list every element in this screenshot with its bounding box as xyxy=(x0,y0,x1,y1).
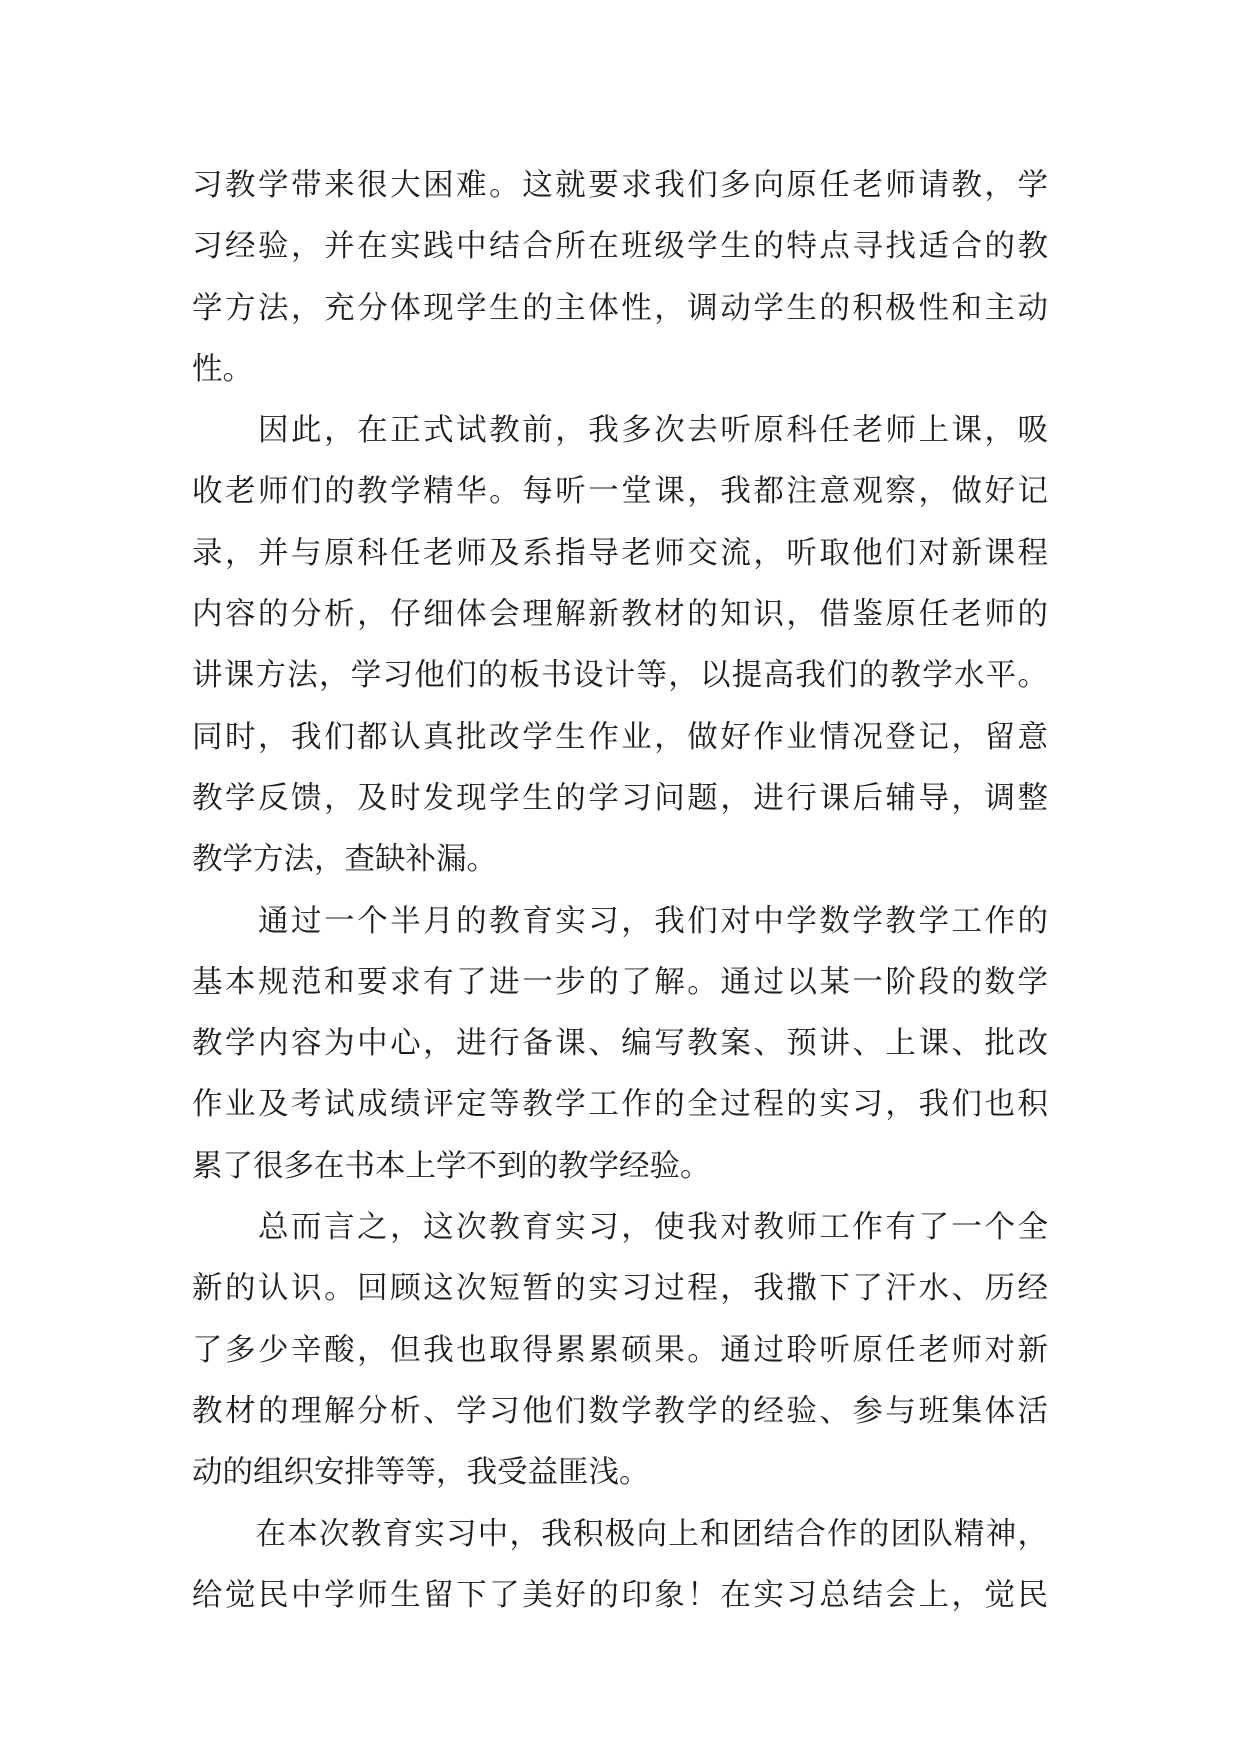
text-line: 累了很多在书本上学不到的教学经验。 xyxy=(192,1148,711,1184)
text-line: 教学内容为中心，进行备课、编写教案、预讲、上课、批改 xyxy=(192,1026,1048,1062)
text-line: 基本规范和要求有了进一步的了解。通过以某一阶段的数学 xyxy=(192,964,1048,1000)
text-line: 习教学带来很大困难。这就要求我们多向原任老师请教，学 xyxy=(192,168,1048,203)
text-line: 作业及考试成绩评定等教学工作的全过程的实习，我们也积 xyxy=(192,1087,1048,1123)
paragraph xyxy=(192,1197,1048,1503)
text-line: 给觉民中学师生留下了美好的印象！在实习总结会上，觉民 xyxy=(192,1577,1048,1613)
text-line: 通过一个半月的教育实习，我们对中学数学教学工作的 xyxy=(192,903,1048,939)
text-line: 性。 xyxy=(192,351,253,387)
text-line: 因此，在正式试教前，我多次去听原科任老师上课，吸 xyxy=(192,413,1048,449)
text-line: 新的认识。回顾这次短暂的实习过程，我撒下了汗水、历经 xyxy=(192,1271,1048,1307)
text-line: 讲课方法，学习他们的板书设计等，以提高我们的教学水平。 xyxy=(192,658,1048,694)
text-line: 习经验，并在实践中结合所在班级学生的特点寻找适合的教 xyxy=(192,229,1048,265)
paragraph xyxy=(192,155,1048,400)
text-line: 录，并与原科任老师及系指导老师交流，听取他们对新课程 xyxy=(192,535,1048,571)
paragraph xyxy=(192,400,1048,890)
text-line: 教学反馈，及时发现学生的学习问题，进行课后辅导，调整 xyxy=(192,780,1048,816)
text-line: 了多少辛酸，但我也取得累累硕果。通过聆听原任老师对新 xyxy=(192,1332,1048,1368)
text-line: 学方法，充分体现学生的主体性，调动学生的积极性和主动 xyxy=(192,290,1048,326)
paragraph xyxy=(192,891,1048,1197)
body-text xyxy=(192,155,1048,1626)
text-line: 教材的理解分析、学习他们数学教学的经验、参与班集体活 xyxy=(192,1393,1048,1429)
text-line: 内容的分析，仔细体会理解新教材的知识，借鉴原任老师的 xyxy=(192,597,1048,633)
text-line: 动的组织安排等等，我受益匪浅。 xyxy=(192,1455,650,1491)
text-line: 在本次教育实习中，我积极向上和团结合作的团队精神， xyxy=(192,1516,1048,1552)
paragraph xyxy=(192,1504,1048,1627)
text-line: 总而言之，这次教育实习，使我对教师工作有了一个全 xyxy=(192,1210,1048,1246)
text-line: 收老师们的教学精华。每听一堂课，我都注意观察，做好记 xyxy=(192,474,1048,510)
text-line: 教学方法，查缺补漏。 xyxy=(192,842,497,878)
text-line: 同时，我们都认真批改学生作业，做好作业情况登记，留意 xyxy=(192,719,1048,755)
